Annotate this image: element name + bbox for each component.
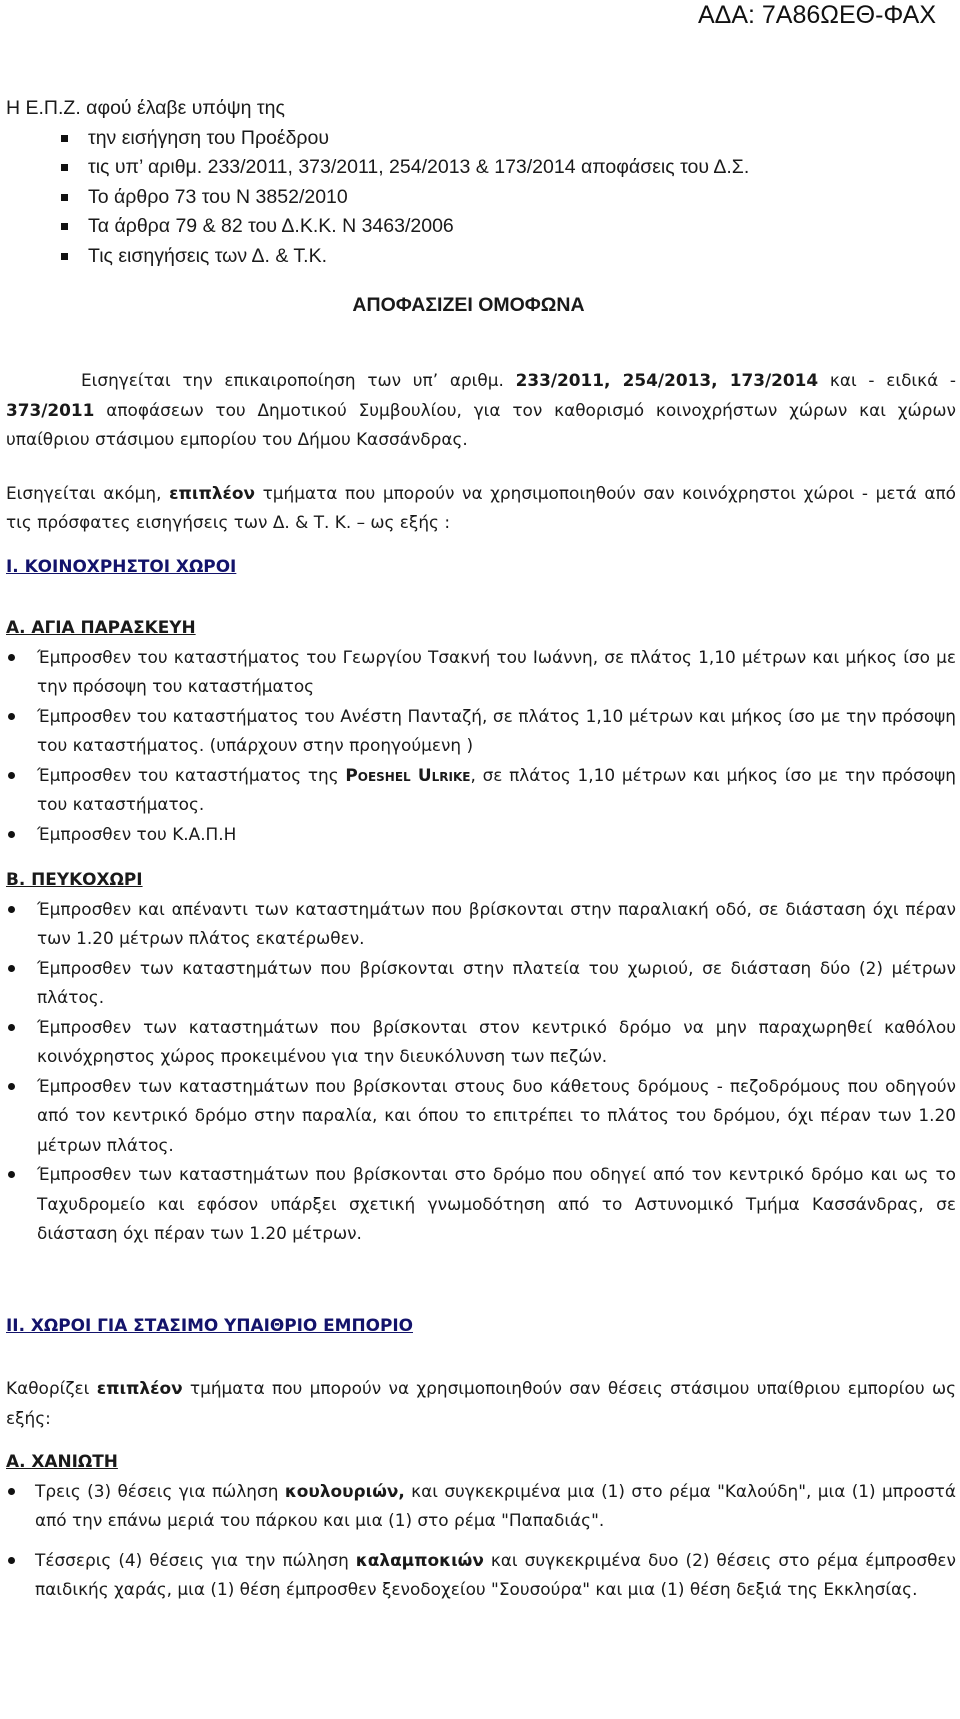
square-bullet-icon bbox=[61, 223, 68, 230]
list-item: Έμπροσθεν του καταστήματος του Γεωργίου Τσακνή του Ιωάννη, σε πλάτος 1,10 μέτρων και μήκος ίσο με την πρόσοψη του καταστήματος bbox=[6, 643, 956, 702]
main-body bbox=[6, 366, 956, 1605]
decision-heading: ΑΠΟΦΑΣΙΖΕΙ ΟΜΟΦΩΝΑ bbox=[352, 294, 585, 316]
bullet-icon bbox=[8, 713, 15, 720]
list-item: Έμπροσθεν του καταστήματος του Ανέστη Πανταζή, σε πλάτος 1,10 μέτρων και μήκος ίσο με την πρόσοψη του καταστήματος. (υπάρχουν στην προηγούμενη ) bbox=[6, 702, 956, 761]
chanioti-list bbox=[6, 1477, 956, 1605]
subsection-title-pefkochori: Β. ΠΕΥΚΟΧΩΡΙ bbox=[6, 869, 143, 889]
paragraph-update: Εισηγείται την επικαιροποίηση των υπ’ αριθμ. 233/2011, 254/2013, 173/2014 και - ειδικά - 373/2011 αποφάσεων του Δημοτικού Συμβουλίου, για τον καθορισμό κοινοχρήστων χώρων και χώρων υπαίθριου στάσιμου εμπορίου του Δήμου Κασσάνδρας. bbox=[6, 370, 957, 449]
bullet-icon bbox=[8, 1083, 15, 1090]
section-title-street-trade: ΙΙ. ΧΩΡΟΙ ΓΙΑ ΣΤΑΣΙΜΟ ΥΠΑΙΘΡΙΟ ΕΜΠΟΡΙΟ bbox=[6, 1314, 413, 1335]
pefkochori-list bbox=[6, 895, 956, 1249]
section-title-common-spaces: Ι. ΚΟΙΝΟΧΡΗΣΤΟΙ ΧΩΡΟΙ bbox=[6, 555, 237, 576]
bullet-icon bbox=[8, 654, 15, 661]
list-item: Τέσσερις (4) θέσεις για την πώληση καλαμποκιών και συγκεκριμένα δυο (2) θέσεις στο ρέμα έμπροσθεν παιδικής χαράς, μια (1) θέση έμπροσθεν ξενοδοχείου "Σουσούρα" και μια (1) θέση δεξιά της Εκκλησίας. bbox=[6, 1546, 956, 1605]
list-item: Έμπροσθεν των καταστημάτων που βρίσκονται στον κεντρικό δρόμο να μην παραχωρηθεί καθόλου κοινόχρηστος χώρος προκειμένου για την διευκόλυνση των πεζών. bbox=[6, 1013, 956, 1072]
list-item: την εισήγηση του Προέδρου bbox=[6, 124, 946, 154]
bullet-icon bbox=[8, 1171, 15, 1178]
list-item: τις υπ’ αριθμ. 233/2011, 373/2011, 254/2013 & 173/2014 αποφάσεις του Δ.Σ. bbox=[6, 153, 946, 183]
subsection-title-agia-paraskevi: Α. ΑΓΙΑ ΠΑΡΑΣΚΕΥΗ bbox=[6, 617, 196, 637]
list-item: Τις εισηγήσεις των Δ. & Τ.Κ. bbox=[6, 242, 946, 272]
list-item: Έμπροσθεν των καταστημάτων που βρίσκονται στην πλατεία του χωριού, σε διάσταση δύο (2) μέτρων πλάτος. bbox=[6, 954, 956, 1013]
list-item: Έμπροσθεν του Κ.Α.Π.Η bbox=[6, 820, 956, 850]
bullet-icon bbox=[8, 1488, 15, 1495]
bullet-icon bbox=[8, 772, 15, 779]
ada-code: ΑΔΑ: 7Α86ΩΕΘ-ΦΑΧ bbox=[697, 1, 936, 29]
paragraph-street-trade: Καθορίζει επιπλέον τμήματα που μπορούν να χρησιμοποιηθούν σαν θέσεις στάσιμου υπαίθριου εμπορίου ως εξής: bbox=[6, 1378, 957, 1428]
bullet-icon bbox=[8, 1557, 15, 1564]
list-item: Τα άρθρα 79 & 82 του Δ.Κ.Κ. Ν 3463/2006 bbox=[6, 212, 946, 242]
bullet-icon bbox=[8, 906, 15, 913]
square-bullet-icon bbox=[61, 194, 68, 201]
bullet-icon bbox=[8, 831, 15, 838]
subsection-title-chanioti: Α. ΧΑΝΙΩΤΗ bbox=[6, 1451, 118, 1471]
paragraph-additional: Εισηγείται ακόμη, επιπλέον τμήματα που μπορούν να χρησιμοποιηθούν σαν κοινόχρηστοι χώροι - μετά από τις πρόσφατες εισηγήσεις των Δ. & Τ. Κ. – ως εξής : bbox=[6, 482, 956, 532]
considerations-list bbox=[6, 124, 946, 272]
square-bullet-icon bbox=[61, 135, 68, 142]
shop-owner-name: Poeshel Ulrike bbox=[345, 764, 471, 785]
intro-block bbox=[6, 94, 946, 321]
list-item: Τρεις (3) θέσεις για πώληση κουλουριών, και συγκεκριμένα μια (1) στο ρέμα "Καλούδη", μια (1) μπροστά από την επάνω μεριά του πάρκου και μια (1) στο ρέμα "Παπαδιάς". bbox=[6, 1477, 956, 1536]
bullet-icon bbox=[8, 1024, 15, 1031]
list-item: Έμπροσθεν και απέναντι των καταστημάτων που βρίσκονται στην παραλιακή οδό, σε διάσταση όχι πέραν των 1.20 μέτρων πλάτος εκατέρωθεν. bbox=[6, 895, 956, 954]
list-item: Έμπροσθεν των καταστημάτων που βρίσκονται στο δρόμο που οδηγεί από τον κεντρικό δρόμο και ως το Ταχυδρομείο και εφόσον υπάρξει σχετική γνωμοδότηση από το Αστυνομικό Τμήμα Κασσάνδρας, σε διάσταση όχι πέραν των 1.20 μέτρων. bbox=[6, 1160, 956, 1249]
list-item: Έμπροσθεν των καταστημάτων που βρίσκονται στους δυο κάθετους δρόμους - πεζοδρόμους που οδηγούν από τον κεντρικό δρόμο στην παραλία, και όπου το επιτρέπει το πλάτος του δρόμου, όχι πέραν των 1.20 μέτρων πλάτος. bbox=[6, 1072, 956, 1161]
square-bullet-icon bbox=[61, 253, 68, 260]
square-bullet-icon bbox=[61, 164, 68, 171]
list-item: Έμπροσθεν του καταστήματος της Poeshel Ulrike, σε πλάτος 1,10 μέτρων και μήκος ίσο με την πρόσοψη του καταστήματος. bbox=[6, 761, 956, 820]
agia-paraskevi-list bbox=[6, 643, 956, 850]
list-item: Το άρθρο 73 του Ν 3852/2010 bbox=[6, 183, 946, 213]
bullet-icon bbox=[8, 965, 15, 972]
intro-lead: Η Ε.Π.Ζ. αφού έλαβε υπόψη της bbox=[6, 97, 285, 119]
